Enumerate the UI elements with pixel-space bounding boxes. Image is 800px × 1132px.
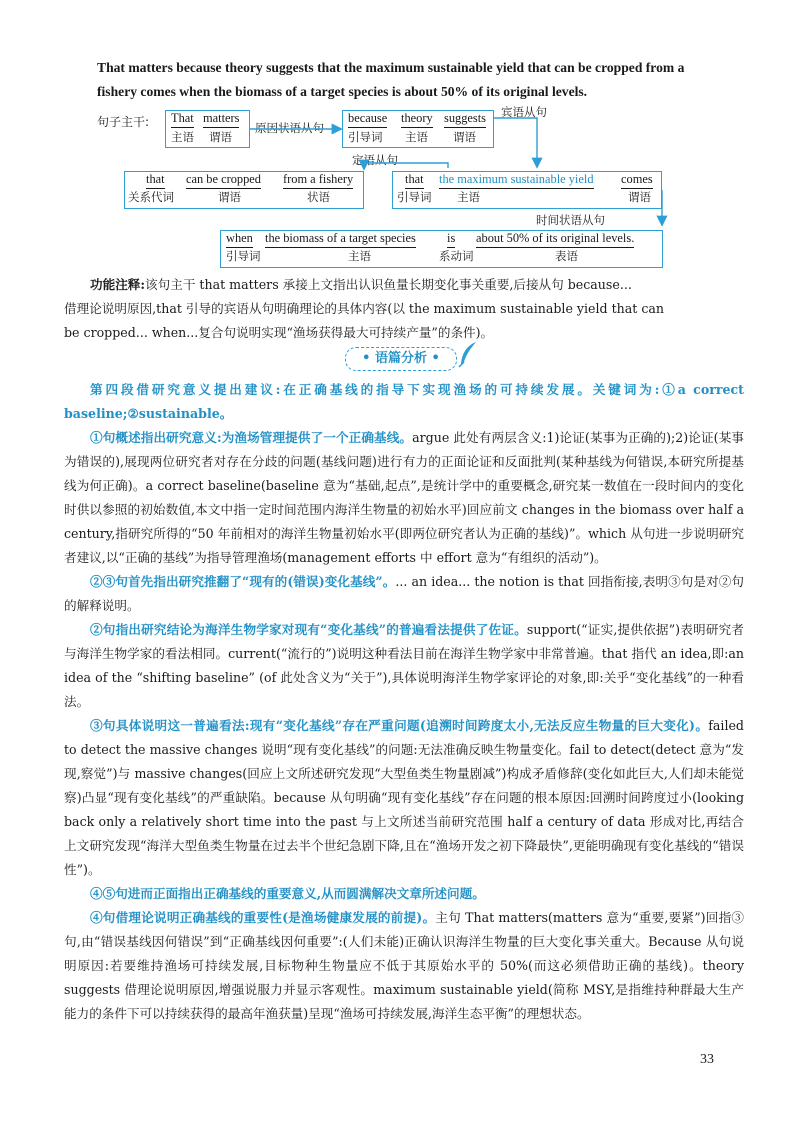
lead-sentence-line-1: That matters because theory suggests that the maximum sustainable yield that can be cropped from a — [97, 60, 685, 75]
word-because: because — [348, 111, 387, 128]
role-introducer-that: 引导词 — [397, 190, 432, 204]
role-predicate-that: 谓语 — [628, 190, 651, 204]
word-biomass: the biomass of a target species — [265, 231, 416, 248]
role-subject-that: 主语 — [457, 190, 480, 204]
label-time-adverbial: 时间状语从句 — [536, 213, 605, 227]
word-matters: matters — [203, 111, 239, 128]
main-clause-label: 句子主干: — [97, 115, 150, 129]
function-note-label: 功能注释: — [90, 277, 146, 292]
label-attributive-clause: 定语从句 — [352, 153, 398, 167]
word-that-main: That — [171, 111, 194, 128]
role-copula-when: 系动词 — [439, 249, 474, 263]
word-when: when — [226, 231, 253, 248]
sentence-4-explanation: 主句 That matters(matters 意为“重要,要紧”)回指③句,由“错误基线因何错误”到“正确基线因何重要”:(人们未能)正确认识海洋生物量的巨大变化事关重大。Because 从句说明原因:若要维持渔场可持续发展,目标物种生物量应不低于其原始水平的 50%(而这必须借助正确的基线)。theory suggests 借理论说明原因,增强说服力并显示客观性。maximum sustainable yield(简称 MSY,是指维持种群最大生产能力的条件下可以持续获得的最高年渔获量)呈现“渔场可持续发展,海洋生态平衡”的理想状态。 — [64, 910, 745, 1021]
word-that-object: that — [405, 172, 424, 189]
function-note — [64, 273, 744, 345]
word-that-relative: that — [146, 172, 165, 189]
sentence-2-heading: ②句指出研究结论为海洋生物学家对现有“变化基线”的普遍看法提供了佐证。 — [90, 622, 527, 637]
word-is: is — [447, 231, 455, 248]
sentence-4-heading: ④句借理论说明正确基线的重要性(是渔场健康发展的前提)。 — [90, 910, 436, 925]
sentence-3-heading: ③句具体说明这一普遍看法:现有“变化基线”存在严重问题(追溯时间跨度太小,无法反应生物量的巨大变化)。 — [90, 718, 709, 733]
diagram-connectors — [0, 0, 800, 300]
word-comes: comes — [621, 172, 653, 189]
role-subject-because: 主语 — [405, 130, 428, 144]
word-maximum-sustainable-yield: the maximum sustainable yield — [439, 172, 594, 189]
label-object-clause: 宾语从句 — [501, 105, 547, 119]
role-subject-main: 主语 — [171, 130, 194, 144]
page-number: 33 — [700, 1052, 714, 1067]
sentence-4-5-heading: ④⑤句进而正面指出正确基线的重要意义,从而圆满解决文章所述问题。 — [90, 886, 485, 901]
function-note-line-3: be cropped... when...复合句说明实现“渔场获得最大可持续产量”的条件)。 — [64, 325, 494, 340]
role-predicative-when: 表语 — [555, 249, 578, 263]
section-title-discourse-analysis: • 语篇分析 • — [345, 347, 457, 371]
role-predicate-relative: 谓语 — [218, 190, 241, 204]
sentence-1-explanation: argue 此处有两层含义:1)论证(某事为正确的);2)论证(某事为错误的),展现两位研究者对存在分歧的问题(基线问题)进行有力的正面论证和反面批判(某种基线为何错误,本研究所提基线为何正确)。a correct baseline(baseline 意为“基础,起点”,是统计学中的重要概念,研究某一数值在一段时间内的变化时供以参照的初始数值,本文中指一定时间范围内海洋生物量的初始水平)回应前文 changes in the biomass over half a century,指研究所得的“50 年前相对的海洋生物量初始水平(即两位研究者认为正确的基线)”。which 从句进一步说明研究者建议,以“正确的基线”为指导管理渔场(management efforts 中 effort 意为“有组织的活动”)。 — [64, 430, 744, 565]
word-suggests: suggests — [444, 111, 486, 128]
lead-sentence-line-2: fishery comes when the biomass of a target species is about 50% of its original levels. — [97, 84, 588, 99]
sentence-3-explanation: failed to detect the massive changes 说明“现有变化基线”的问题:无法准确反映生物量变化。fail to detect(detect 意为“发现,察觉”)与 massive changes(回应上文所述研究发现“大型鱼类生物量剧减”)构成矛盾修辞(变化如此巨大,人们却未能觉察)凸显“现有变化基线”的严重缺陷。because 从句明确“现有变化基线”存在问题的根本原因:回溯时间跨度过小(looking back only a relatively short time into the past 与上文所述当前研究范围 half a century of data 形成对比,再结合上文研究发现“海洋大型鱼类生物量在过去半个世纪急剧下降,且在“渔场开发之初下降最快”,更能明确现有变化基线的“错误性”)。 — [64, 718, 744, 877]
function-note-line-1: 该句主干 that matters 承接上文指出认识鱼量长期变化事关重要,后接从句 because... — [145, 277, 632, 292]
role-subject-when: 主语 — [348, 249, 371, 263]
role-predicate-main: 谓语 — [209, 130, 232, 144]
role-relative-pronoun: 关系代词 — [128, 190, 174, 204]
role-introducer-when: 引导词 — [226, 249, 261, 263]
sentence-1-heading: ①句概述指出研究意义:为渔场管理提供了一个正确基线。 — [90, 430, 413, 445]
sentence-2-3-heading: ②③句首先指出研究推翻了“现有的(错误)变化基线”。 — [90, 574, 396, 589]
word-about-50: about 50% of its original levels. — [476, 231, 634, 248]
role-adverbial-relative: 状语 — [307, 190, 330, 204]
role-predicate-because: 谓语 — [453, 130, 476, 144]
word-theory: theory — [401, 111, 433, 128]
sentence-2-explanation: support(“证实,提供依据”)表明研究者与海洋生物学家的看法相同。current(“流行的”)说明这种看法目前在海洋生物学家中非常普遍。that 指代 an idea,即:an idea of the “shifting baseline” (of 此处含义为“关于”),具体说明海洋生物学家评论的对象,即:关乎“变化基线”的一种看法。 — [64, 622, 744, 709]
para-4-summary: 第四段借研究意义提出建议:在正确基线的指导下实现渔场的可持续发展。关键词为:①a correct baseline;②sustainable。 — [64, 382, 744, 421]
feather-pen-icon — [456, 340, 480, 370]
analysis-body — [64, 378, 744, 1026]
word-from-a-fishery: from a fishery — [283, 172, 353, 189]
sentence-2-3-explanation: ... an idea... the notion is that 回指衔接,表明③句是对②句的解释说明。 — [64, 574, 745, 613]
label-adverbial-reason: 原因状语从句 — [255, 121, 324, 135]
role-introducer-because: 引导词 — [348, 130, 383, 144]
function-note-line-2: 借理论说明原因,that 引导的宾语从句明确理论的具体内容(以 the maximum sustainable yield that can — [64, 301, 665, 316]
word-can-be-cropped: can be cropped — [186, 172, 261, 189]
